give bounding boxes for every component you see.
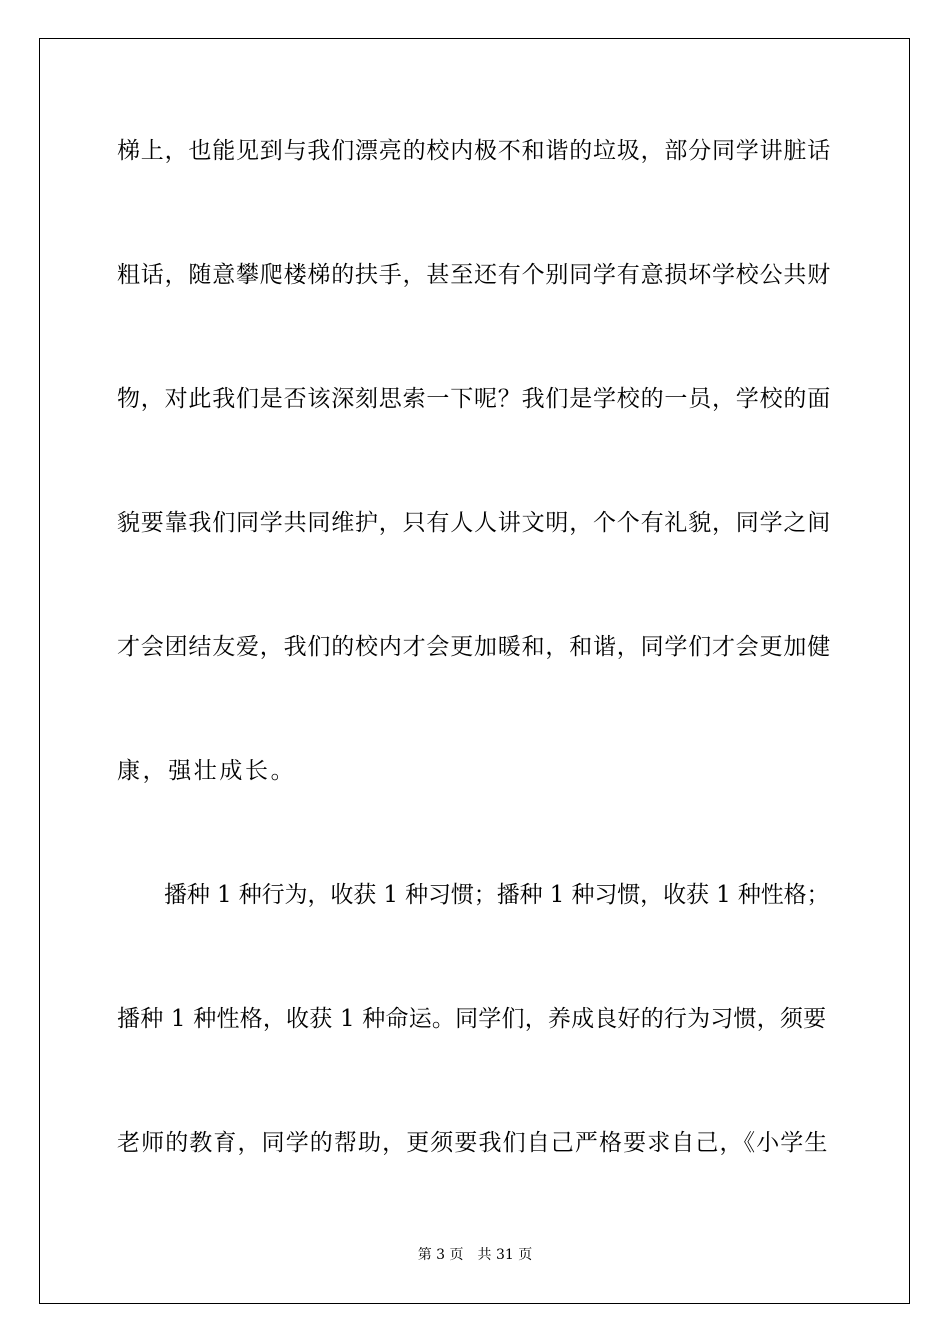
text-line: 播种 1 种性格，收获 1 种命运。同学们，养成良好的行为习惯，须要 (117, 1006, 827, 1032)
paragraph-first-line: 播种 1 种行为，收获 1 种习惯；播种 1 种习惯，收获 1 种性格； (164, 882, 830, 908)
page-footer (0, 1246, 950, 1264)
text-line: 貌要靠我们同学共同维护，只有人人讲文明，个个有礼貌，同学之间 (117, 510, 831, 536)
text-line: 老师的教育，同学的帮助，更须要我们自己严格要求自己，《小学生 (117, 1130, 829, 1156)
page-number: 第 3 页 (417, 1247, 464, 1263)
text-line: 才会团结友爱，我们的校内才会更加暖和，和谐，同学们才会更加健 (117, 634, 831, 660)
text-line: 康，强壮成长。 (117, 758, 297, 784)
text-line: 物，对此我们是否该深刻思索一下呢？我们是学校的一员，学校的面 (117, 386, 831, 412)
text-line: 粗话，随意攀爬楼梯的扶手，甚至还有个别同学有意损坏学校公共财 (117, 262, 831, 288)
page-total: 共 31 页 (477, 1247, 533, 1263)
text-line: 梯上，也能见到与我们漂亮的校内极不和谐的垃圾，部分同学讲脏话 (117, 138, 831, 164)
page-border (39, 38, 910, 1304)
